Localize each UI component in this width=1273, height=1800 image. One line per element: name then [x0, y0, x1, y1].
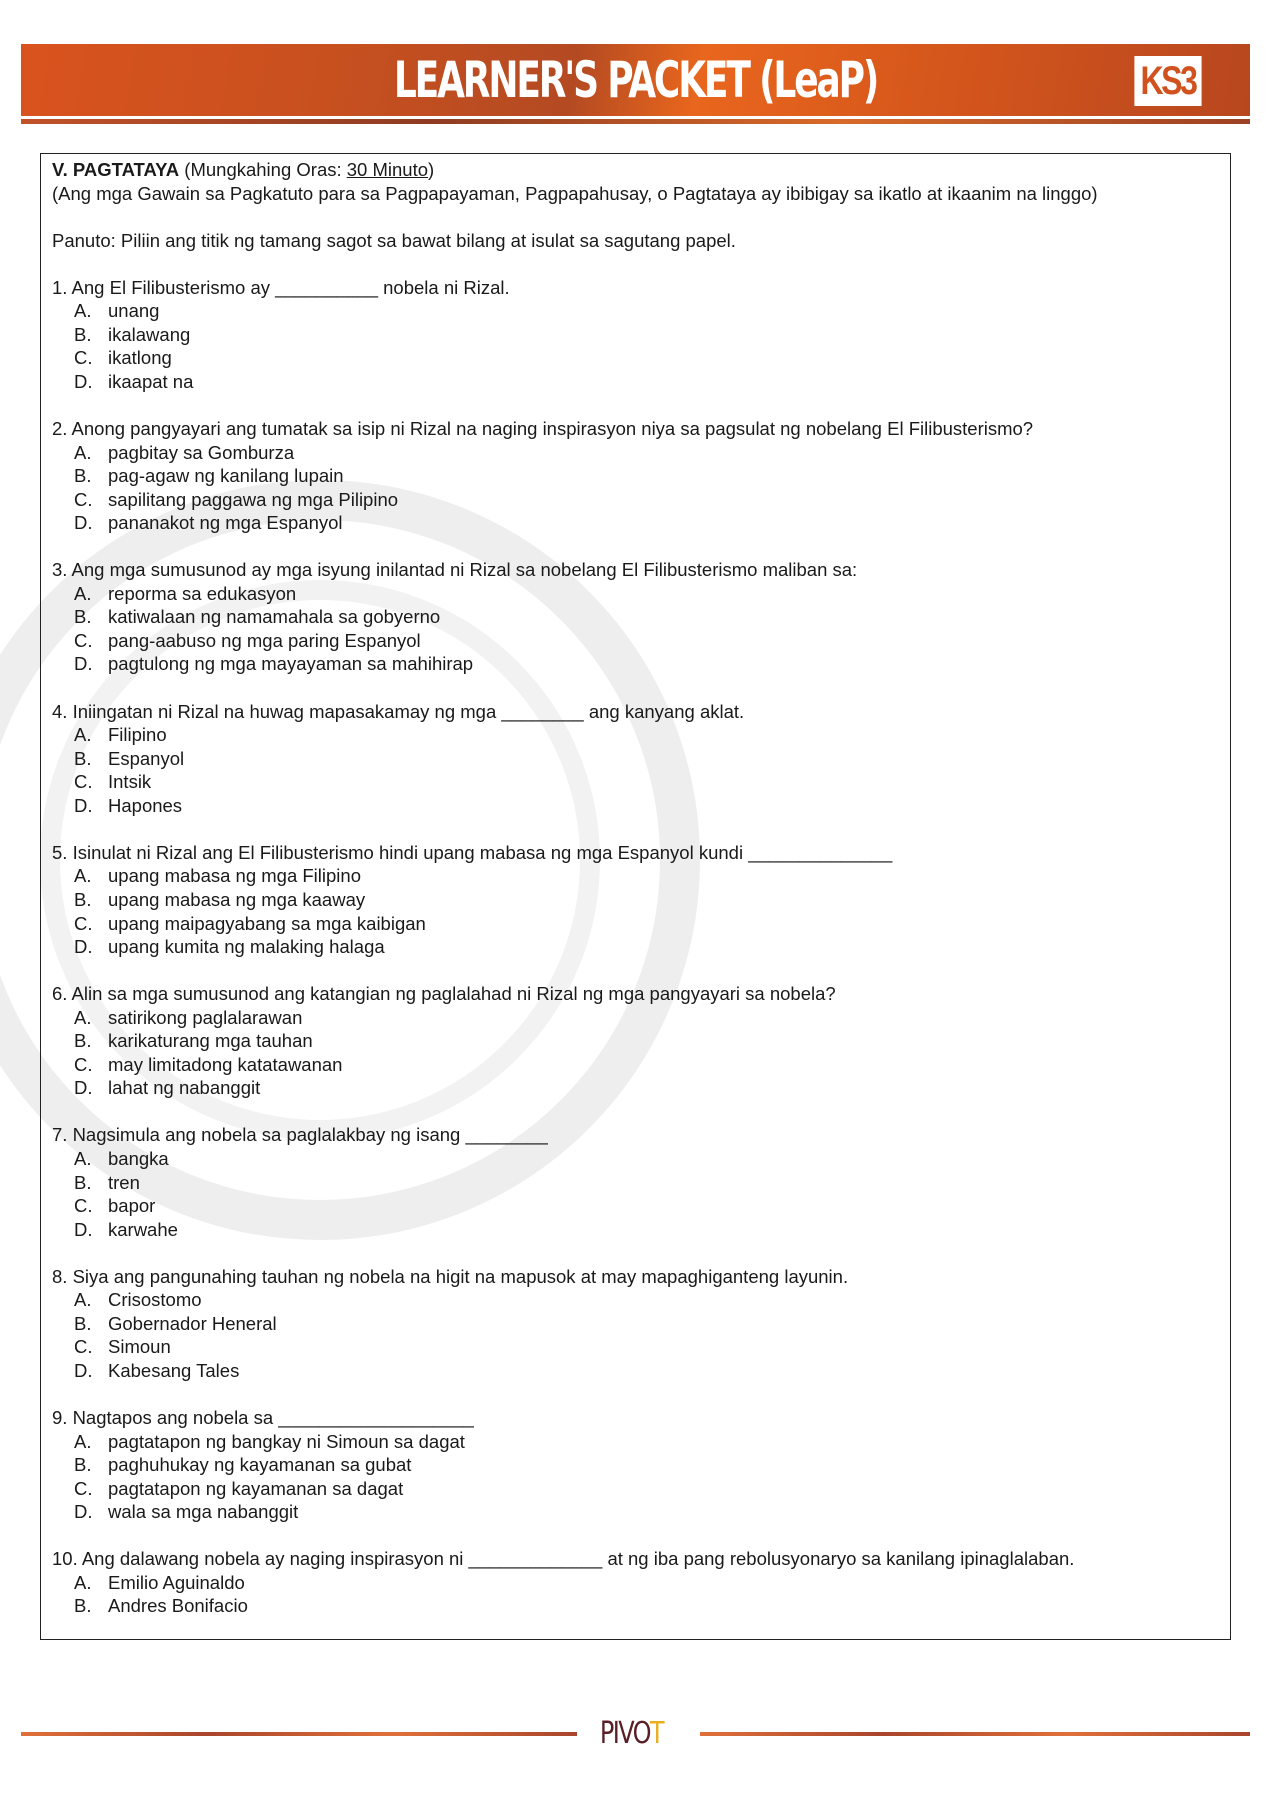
answer-option [52, 935, 1220, 959]
question-text: 10. Ang dalawang nobela ay naging inspirasyon ni _____________ at ng iba pang rebolusyonaryo sa kanilang ipinaglalaban. [52, 1548, 1075, 1570]
option-text: upang maipagyabang sa mga kaibigan [108, 912, 426, 934]
option-letter: A. [74, 865, 92, 887]
option-text: bapor [108, 1195, 156, 1217]
option-letter: D. [74, 653, 93, 675]
option-letter: A. [74, 1430, 92, 1452]
answer-option [52, 1053, 1220, 1077]
option-letter: C. [74, 629, 93, 651]
option-text: Gobernador Heneral [108, 1312, 277, 1334]
option-letter: D. [74, 1501, 93, 1523]
option-text: unang [108, 300, 160, 322]
option-letter: C. [74, 347, 93, 369]
option-text: upang mabasa ng mga kaaway [108, 888, 366, 910]
answer-option [52, 370, 1220, 394]
answer-option [52, 1029, 1220, 1053]
option-text: pagtatapon ng bangkay ni Simoun sa dagat [108, 1430, 465, 1452]
option-text: ikaapat na [108, 370, 194, 392]
answer-option [52, 1594, 1220, 1618]
option-letter: B. [74, 747, 92, 769]
question-text: 3. Ang mga sumusunod ay mga isyung inilantad ni Rizal sa nobelang El Filibusterismo maliban sa: [52, 559, 858, 581]
option-letter: D. [74, 370, 93, 392]
answer-option [52, 441, 1220, 465]
answer-option [52, 1500, 1220, 1524]
option-text: sapilitang paggawa ng mga Pilipino [108, 488, 399, 510]
option-letter: B. [74, 1030, 92, 1052]
footer-rule-left [21, 1732, 577, 1736]
option-text: ikatlong [108, 347, 172, 369]
answer-option [52, 794, 1220, 818]
answer-option [52, 912, 1220, 936]
option-letter: C. [74, 1477, 93, 1499]
option-text: Kabesang Tales [108, 1359, 240, 1381]
option-letter: D. [74, 512, 93, 534]
option-letter: C. [74, 1053, 93, 1075]
option-text: pananakot ng mga Espanyol [108, 512, 343, 534]
instructions: Panuto: Piliin ang titik ng tamang sagot sa bawat bilang at isulat sa sagutang papel. [52, 229, 736, 251]
question-text: 1. Ang El Filibusterismo ay __________ nobela ni Rizal. [52, 276, 510, 298]
option-text: wala sa mga nabanggit [108, 1501, 299, 1523]
option-letter: C. [74, 1336, 93, 1358]
question-text: 4. Iniingatan ni Rizal na huwag mapasakamay ng mga ________ ang kanyang aklat. [52, 700, 745, 722]
answer-option [52, 488, 1220, 512]
time-suffix: ) [428, 159, 435, 180]
answer-option [52, 723, 1220, 747]
answer-option [52, 464, 1220, 488]
option-text: Emilio Aguinaldo [108, 1571, 245, 1593]
answer-option [52, 1288, 1220, 1312]
answer-option [52, 1312, 1220, 1336]
answer-option [52, 629, 1220, 653]
answer-option [52, 1430, 1220, 1454]
option-text: karikaturang mga tauhan [108, 1030, 313, 1052]
question-text: 9. Nagtapos ang nobela sa ___________________ [52, 1406, 474, 1428]
answer-option [52, 864, 1220, 888]
answer-option [52, 1335, 1220, 1359]
option-letter: B. [74, 1312, 92, 1334]
question-text: 6. Alin sa mga sumusunod ang katangian ng paglalahad ni Rizal ng mga pangyayari sa nobela? [52, 983, 836, 1005]
question-list [52, 276, 1220, 1618]
option-letter: B. [74, 1171, 92, 1193]
time-prefix: (Mungkahing Oras: [184, 159, 347, 180]
answer-option [52, 888, 1220, 912]
answer-option [52, 582, 1220, 606]
question-text: 7. Nagsimula ang nobela sa paglalakbay ng isang ________ [52, 1124, 548, 1146]
option-text: upang mabasa ng mga Filipino [108, 865, 361, 887]
option-letter: C. [74, 1195, 93, 1217]
question-text: 8. Siya ang pangunahing tauhan ng nobela na higit na mapusok at may mapaghiganteng layunin. [52, 1265, 849, 1287]
pivot-logo: PIVOT [599, 1716, 663, 1751]
option-text: Crisostomo [108, 1289, 202, 1311]
option-text: lahat ng nabanggit [108, 1077, 261, 1099]
option-text: reporma sa edukasyon [108, 582, 297, 604]
answer-option [52, 511, 1220, 535]
answer-option [52, 1147, 1220, 1171]
packet-title: LEARNER'S PACKET (LeaP) [393, 51, 878, 109]
option-text: pagtulong ng mga mayayaman sa mahihirap [108, 653, 474, 675]
option-text: ikalawang [108, 323, 191, 345]
option-letter: A. [74, 1571, 92, 1593]
time-value: 30 Minuto [346, 159, 429, 180]
answer-option [52, 1006, 1220, 1030]
option-letter: D. [74, 1077, 93, 1099]
option-text: upang kumita ng malaking halaga [108, 936, 385, 958]
option-letter: A. [74, 441, 92, 463]
answer-option [52, 1359, 1220, 1383]
option-letter: B. [74, 1595, 92, 1617]
option-letter: C. [74, 488, 93, 510]
answer-option [52, 605, 1220, 629]
assessment-box [40, 153, 1231, 1640]
option-text: Espanyol [108, 747, 185, 769]
option-text: may limitadong katatawanan [108, 1053, 343, 1075]
option-letter: A. [74, 724, 92, 746]
option-letter: A. [74, 1289, 92, 1311]
answer-option [52, 652, 1220, 676]
answer-option [52, 747, 1220, 771]
footer-rule-right [700, 1732, 1250, 1736]
option-text: pag-agaw ng kanilang lupain [108, 465, 344, 487]
section-heading [52, 158, 1220, 182]
option-letter: D. [74, 936, 93, 958]
option-letter: D. [74, 794, 93, 816]
answer-option [52, 346, 1220, 370]
option-text: tren [108, 1171, 140, 1193]
answer-option [52, 1218, 1220, 1242]
question-text: 2. Anong pangyayari ang tumatak sa isip ni Rizal na naging inspirasyon niya sa pagsulat ng nobelang El Filibusterismo? [52, 418, 1034, 440]
option-letter: B. [74, 606, 92, 628]
answer-option [52, 1571, 1220, 1595]
option-letter: A. [74, 1006, 92, 1028]
option-text: pagbitay sa Gomburza [108, 441, 295, 463]
answer-option [52, 1076, 1220, 1100]
option-text: Simoun [108, 1336, 171, 1358]
option-text: katiwalaan ng namamahala sa gobyerno [108, 606, 441, 628]
option-letter: B. [74, 465, 92, 487]
option-letter: A. [74, 582, 92, 604]
option-letter: D. [74, 1218, 93, 1240]
option-letter: C. [74, 771, 93, 793]
option-letter: B. [74, 1454, 92, 1476]
header-banner [21, 44, 1250, 116]
answer-option [52, 323, 1220, 347]
option-text: Intsik [108, 771, 152, 793]
option-text: pang-aabuso ng mga paring Espanyol [108, 629, 421, 651]
option-text: Hapones [108, 794, 183, 816]
option-text: bangka [108, 1147, 169, 1169]
option-text: Andres Bonifacio [108, 1595, 248, 1617]
option-letter: C. [74, 912, 93, 934]
answer-option [52, 1453, 1220, 1477]
answer-option [52, 1194, 1220, 1218]
option-text: pagtatapon ng kayamanan sa dagat [108, 1477, 404, 1499]
header-divider [21, 119, 1250, 124]
option-letter: D. [74, 1359, 93, 1381]
answer-option [52, 1477, 1220, 1501]
option-letter: A. [74, 1147, 92, 1169]
section-note: (Ang mga Gawain sa Pagkatuto para sa Pagpapayaman, Pagpapahusay, o Pagtataya ay ibibigay sa ikatlo at ikaanim na linggo) [52, 182, 1098, 204]
option-text: paghuhukay ng kayamanan sa gubat [108, 1454, 412, 1476]
option-letter: B. [74, 888, 92, 910]
answer-option [52, 1171, 1220, 1195]
option-letter: B. [74, 323, 92, 345]
option-text: satirikong paglalarawan [108, 1006, 303, 1028]
answer-option [52, 770, 1220, 794]
option-text: Filipino [108, 724, 167, 746]
section-title: V. PAGTATAYA [52, 159, 180, 180]
option-letter: A. [74, 300, 92, 322]
question-text: 5. Isinulat ni Rizal ang El Filibusterismo hindi upang mabasa ng mga Espanyol kundi ______________ [52, 841, 893, 863]
answer-option [52, 299, 1220, 323]
option-text: karwahe [108, 1218, 178, 1240]
ks3-badge: KS3 [1134, 56, 1201, 106]
